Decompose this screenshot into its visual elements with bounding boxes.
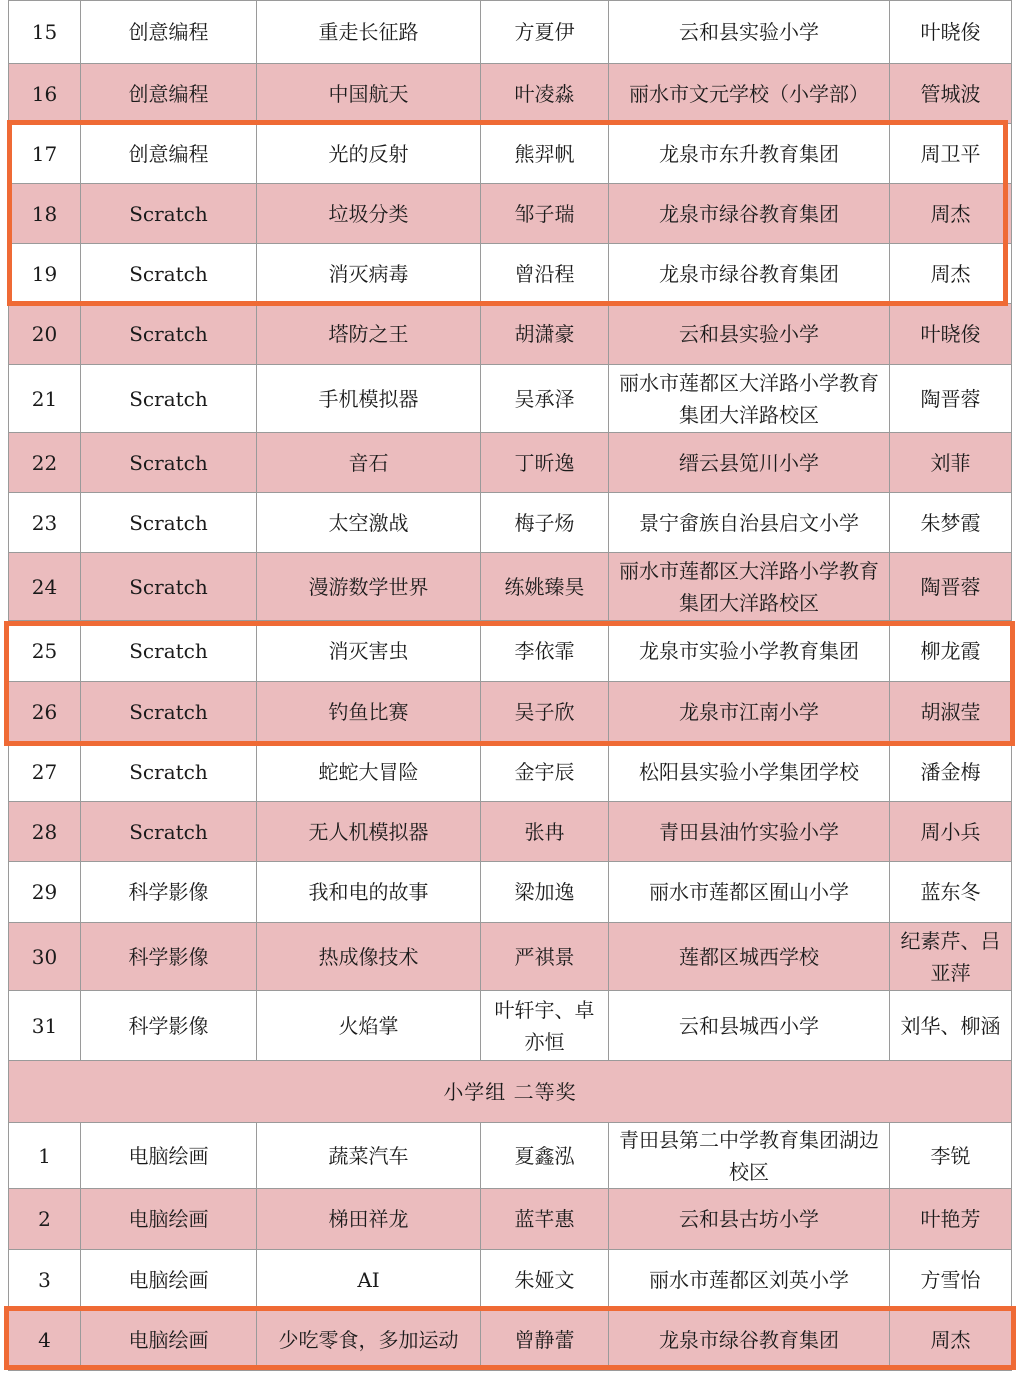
cell-title: 我和电的故事 bbox=[257, 862, 481, 923]
cell-no: 31 bbox=[9, 991, 81, 1061]
cell-no: 1 bbox=[9, 1123, 81, 1189]
cell-author: 梁加逸 bbox=[481, 862, 609, 923]
cell-teacher: 陶晋蓉 bbox=[890, 365, 1012, 433]
table-row bbox=[9, 1189, 1012, 1250]
cell-title: 漫游数学世界 bbox=[257, 553, 481, 621]
table-row bbox=[9, 923, 1012, 991]
table-row bbox=[9, 1123, 1012, 1189]
cell-school: 丽水市莲都区大洋路小学教育集团大洋路校区 bbox=[609, 553, 890, 621]
cell-title: AI bbox=[257, 1250, 481, 1310]
cell-category: Scratch bbox=[81, 493, 257, 553]
cell-author: 胡潇豪 bbox=[481, 304, 609, 365]
cell-no: 17 bbox=[9, 124, 81, 184]
cell-title: 消灭害虫 bbox=[257, 621, 481, 682]
cell-no: 2 bbox=[9, 1189, 81, 1250]
cell-author: 叶轩宇、卓亦恒 bbox=[481, 991, 609, 1061]
cell-title: 手机模拟器 bbox=[257, 365, 481, 433]
cell-author: 邹子瑞 bbox=[481, 184, 609, 244]
table-row bbox=[9, 493, 1012, 553]
cell-no: 25 bbox=[9, 621, 81, 682]
cell-teacher: 周小兵 bbox=[890, 802, 1012, 862]
cell-teacher: 叶晓俊 bbox=[890, 304, 1012, 365]
cell-author: 方夏伊 bbox=[481, 1, 609, 64]
table-row bbox=[9, 742, 1012, 802]
cell-teacher: 方雪怡 bbox=[890, 1250, 1012, 1310]
cell-author: 熊羿帆 bbox=[481, 124, 609, 184]
cell-category: Scratch bbox=[81, 621, 257, 682]
cell-title: 重走长征路 bbox=[257, 1, 481, 64]
cell-author: 蓝芊惠 bbox=[481, 1189, 609, 1250]
cell-title: 无人机模拟器 bbox=[257, 802, 481, 862]
cell-author: 夏鑫泓 bbox=[481, 1123, 609, 1189]
cell-title: 太空激战 bbox=[257, 493, 481, 553]
cell-category: Scratch bbox=[81, 184, 257, 244]
cell-category: Scratch bbox=[81, 304, 257, 365]
cell-category: Scratch bbox=[81, 244, 257, 304]
cell-school: 缙云县笕川小学 bbox=[609, 433, 890, 493]
table-row bbox=[9, 304, 1012, 365]
cell-school: 云和县古坊小学 bbox=[609, 1189, 890, 1250]
cell-school: 松阳县实验小学集团学校 bbox=[609, 742, 890, 802]
cell-teacher: 管城波 bbox=[890, 64, 1012, 124]
cell-author: 曾沿程 bbox=[481, 244, 609, 304]
cell-title: 热成像技术 bbox=[257, 923, 481, 991]
table-row bbox=[9, 124, 1012, 184]
cell-author: 叶凌淼 bbox=[481, 64, 609, 124]
cell-teacher: 刘菲 bbox=[890, 433, 1012, 493]
cell-category: Scratch bbox=[81, 742, 257, 802]
cell-school: 云和县实验小学 bbox=[609, 304, 890, 365]
cell-school: 丽水市莲都区大洋路小学教育集团大洋路校区 bbox=[609, 365, 890, 433]
cell-category: 电脑绘画 bbox=[81, 1123, 257, 1189]
cell-teacher: 叶晓俊 bbox=[890, 1, 1012, 64]
cell-category: 电脑绘画 bbox=[81, 1189, 257, 1250]
cell-no: 19 bbox=[9, 244, 81, 304]
cell-author: 练姚臻昊 bbox=[481, 553, 609, 621]
cell-author: 曾静蕾 bbox=[481, 1310, 609, 1371]
cell-teacher: 蓝东冬 bbox=[890, 862, 1012, 923]
cell-author: 李依霏 bbox=[481, 621, 609, 682]
cell-no: 3 bbox=[9, 1250, 81, 1310]
cell-teacher: 李锐 bbox=[890, 1123, 1012, 1189]
cell-author: 严祺景 bbox=[481, 923, 609, 991]
cell-title: 少吃零食，多加运动 bbox=[257, 1310, 481, 1371]
table-row bbox=[9, 1, 1012, 64]
cell-category: 科学影像 bbox=[81, 991, 257, 1061]
cell-title: 火焰掌 bbox=[257, 991, 481, 1061]
cell-author: 张冉 bbox=[481, 802, 609, 862]
awards-table bbox=[8, 0, 1012, 1371]
cell-school: 丽水市莲都区刘英小学 bbox=[609, 1250, 890, 1310]
cell-teacher: 柳龙霞 bbox=[890, 621, 1012, 682]
cell-no: 23 bbox=[9, 493, 81, 553]
cell-category: Scratch bbox=[81, 682, 257, 742]
cell-school: 云和县实验小学 bbox=[609, 1, 890, 64]
cell-title: 蛇蛇大冒险 bbox=[257, 742, 481, 802]
cell-school: 龙泉市绿谷教育集团 bbox=[609, 184, 890, 244]
cell-teacher: 周杰 bbox=[890, 1310, 1012, 1371]
cell-school: 龙泉市绿谷教育集团 bbox=[609, 244, 890, 304]
section-title: 小学组 二等奖 bbox=[9, 1061, 1012, 1123]
cell-teacher: 潘金梅 bbox=[890, 742, 1012, 802]
cell-category: 创意编程 bbox=[81, 124, 257, 184]
cell-category: Scratch bbox=[81, 553, 257, 621]
cell-category: 科学影像 bbox=[81, 923, 257, 991]
cell-school: 龙泉市江南小学 bbox=[609, 682, 890, 742]
cell-title: 消灭病毒 bbox=[257, 244, 481, 304]
table-row bbox=[9, 244, 1012, 304]
cell-category: 创意编程 bbox=[81, 64, 257, 124]
cell-author: 吴子欣 bbox=[481, 682, 609, 742]
cell-teacher: 周卫平 bbox=[890, 124, 1012, 184]
cell-category: 科学影像 bbox=[81, 862, 257, 923]
cell-category: Scratch bbox=[81, 365, 257, 433]
table-row bbox=[9, 184, 1012, 244]
table-row bbox=[9, 365, 1012, 433]
cell-no: 21 bbox=[9, 365, 81, 433]
cell-school: 丽水市莲都区囿山小学 bbox=[609, 862, 890, 923]
cell-title: 塔防之王 bbox=[257, 304, 481, 365]
cell-school: 景宁畲族自治县启文小学 bbox=[609, 493, 890, 553]
cell-title: 蔬菜汽车 bbox=[257, 1123, 481, 1189]
cell-teacher: 刘华、柳涵 bbox=[890, 991, 1012, 1061]
cell-teacher: 陶晋蓉 bbox=[890, 553, 1012, 621]
cell-no: 30 bbox=[9, 923, 81, 991]
cell-teacher: 周杰 bbox=[890, 244, 1012, 304]
cell-no: 26 bbox=[9, 682, 81, 742]
table-row bbox=[9, 802, 1012, 862]
cell-teacher: 朱梦霞 bbox=[890, 493, 1012, 553]
table-row bbox=[9, 991, 1012, 1061]
cell-school: 云和县城西小学 bbox=[609, 991, 890, 1061]
table-row bbox=[9, 433, 1012, 493]
cell-no: 4 bbox=[9, 1310, 81, 1371]
cell-category: 电脑绘画 bbox=[81, 1310, 257, 1371]
cell-no: 20 bbox=[9, 304, 81, 365]
cell-category: 电脑绘画 bbox=[81, 1250, 257, 1310]
cell-title: 光的反射 bbox=[257, 124, 481, 184]
cell-no: 15 bbox=[9, 1, 81, 64]
cell-school: 丽水市文元学校（小学部） bbox=[609, 64, 890, 124]
cell-teacher: 纪素芹、吕亚萍 bbox=[890, 923, 1012, 991]
table-row bbox=[9, 1250, 1012, 1310]
cell-author: 梅子炀 bbox=[481, 493, 609, 553]
cell-title: 钓鱼比赛 bbox=[257, 682, 481, 742]
cell-no: 28 bbox=[9, 802, 81, 862]
table-row bbox=[9, 553, 1012, 621]
cell-title: 垃圾分类 bbox=[257, 184, 481, 244]
cell-school: 莲都区城西学校 bbox=[609, 923, 890, 991]
cell-no: 22 bbox=[9, 433, 81, 493]
cell-school: 龙泉市实验小学教育集团 bbox=[609, 621, 890, 682]
cell-no: 16 bbox=[9, 64, 81, 124]
cell-no: 18 bbox=[9, 184, 81, 244]
cell-no: 29 bbox=[9, 862, 81, 923]
cell-no: 24 bbox=[9, 553, 81, 621]
cell-category: 创意编程 bbox=[81, 1, 257, 64]
section-header-row bbox=[9, 1061, 1012, 1123]
cell-category: Scratch bbox=[81, 802, 257, 862]
cell-no: 27 bbox=[9, 742, 81, 802]
cell-title: 梯田祥龙 bbox=[257, 1189, 481, 1250]
cell-category: Scratch bbox=[81, 433, 257, 493]
cell-school: 龙泉市绿谷教育集团 bbox=[609, 1310, 890, 1371]
cell-teacher: 周杰 bbox=[890, 184, 1012, 244]
cell-title: 音石 bbox=[257, 433, 481, 493]
table-row bbox=[9, 621, 1012, 682]
cell-author: 朱娅文 bbox=[481, 1250, 609, 1310]
cell-teacher: 胡淑莹 bbox=[890, 682, 1012, 742]
cell-school: 青田县油竹实验小学 bbox=[609, 802, 890, 862]
table-row bbox=[9, 862, 1012, 923]
cell-school: 青田县第二中学教育集团湖边校区 bbox=[609, 1123, 890, 1189]
cell-author: 吴承泽 bbox=[481, 365, 609, 433]
table-row bbox=[9, 64, 1012, 124]
table-row bbox=[9, 682, 1012, 742]
table-row bbox=[9, 1310, 1012, 1371]
cell-teacher: 叶艳芳 bbox=[890, 1189, 1012, 1250]
cell-title: 中国航天 bbox=[257, 64, 481, 124]
cell-author: 丁昕逸 bbox=[481, 433, 609, 493]
cell-school: 龙泉市东升教育集团 bbox=[609, 124, 890, 184]
cell-author: 金宇辰 bbox=[481, 742, 609, 802]
